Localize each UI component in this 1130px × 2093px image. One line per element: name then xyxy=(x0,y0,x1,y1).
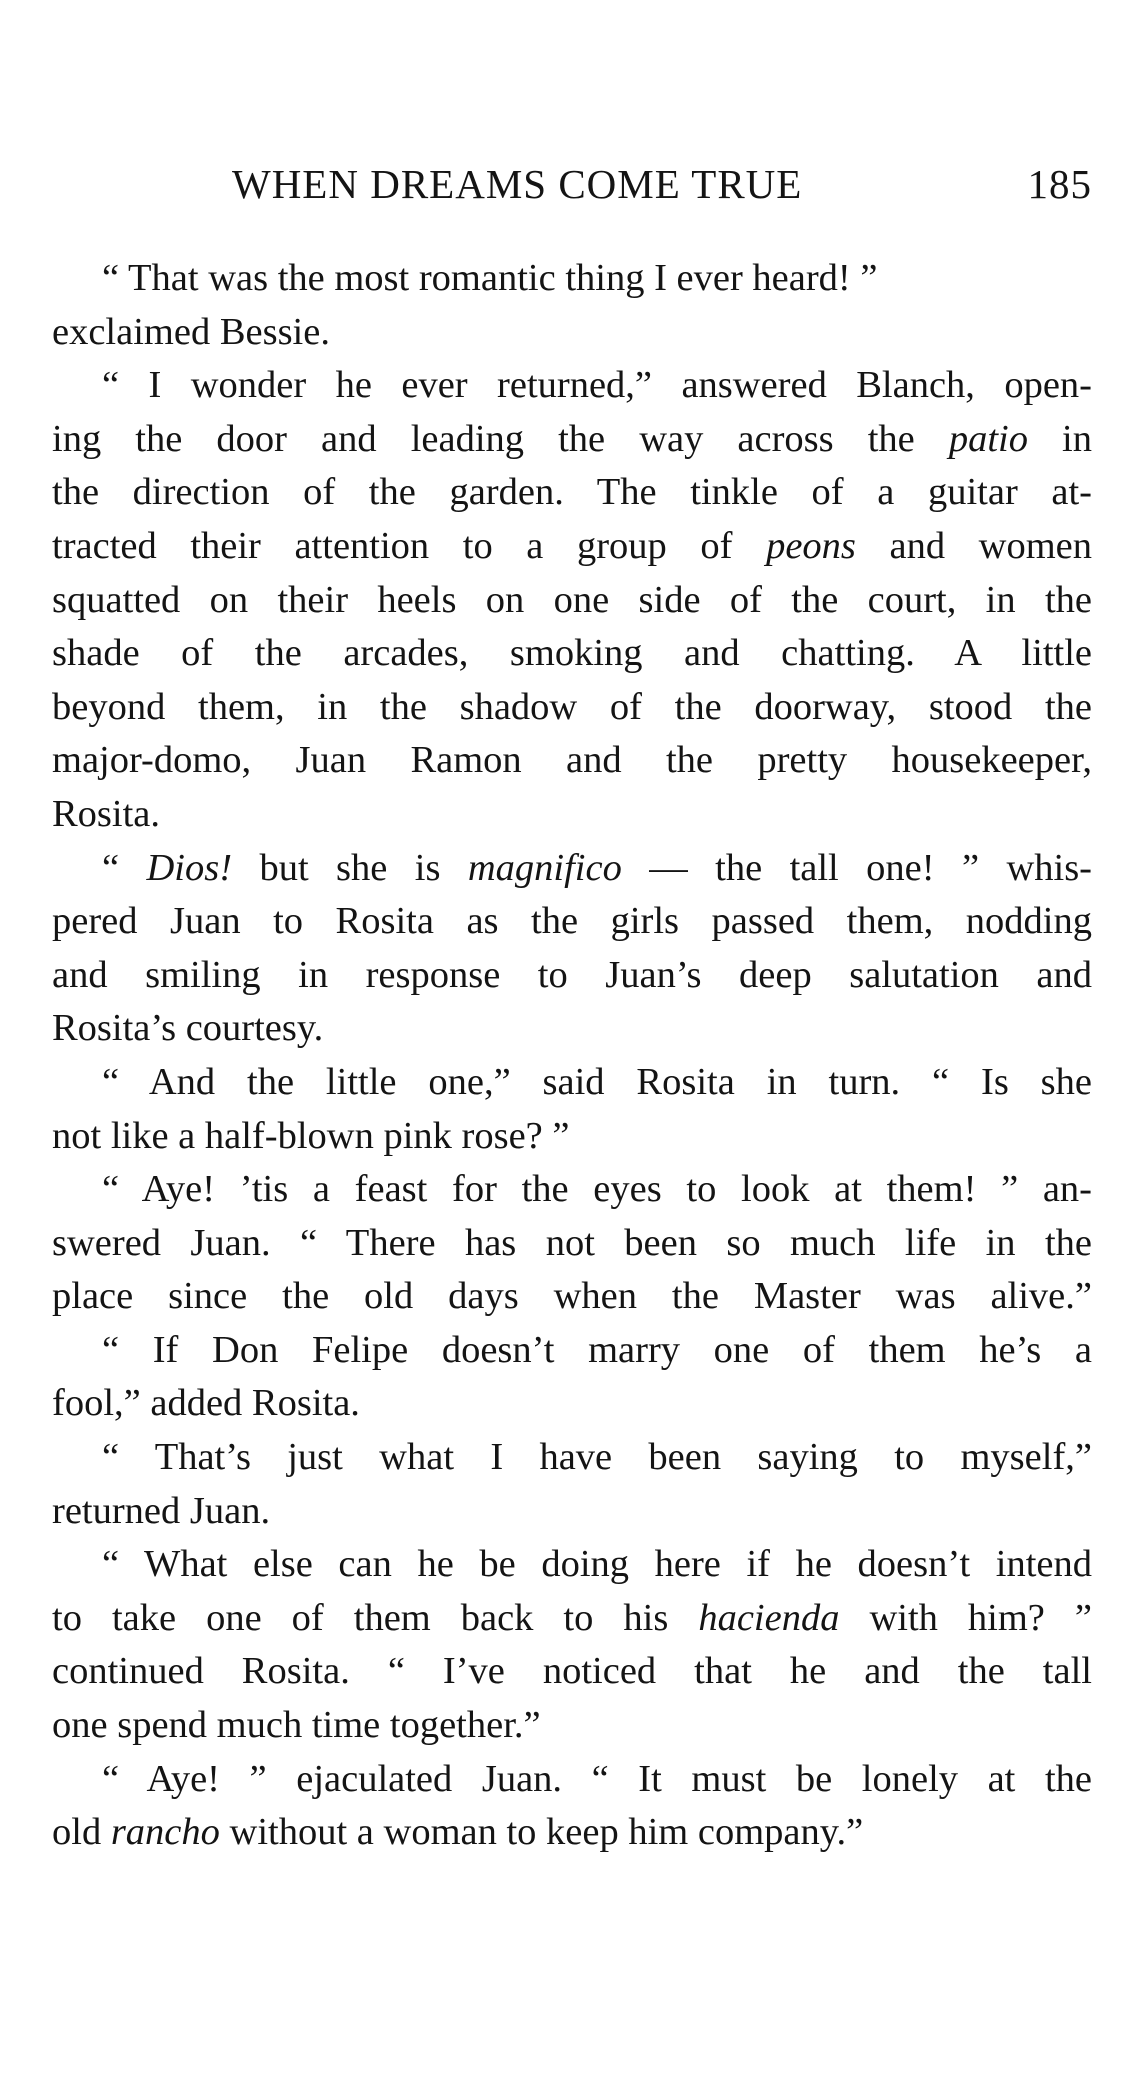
text-segment: exclaimed Bessie. xyxy=(52,310,330,353)
text-line xyxy=(52,1110,1092,1164)
text-segment: continued Rosita. “ I’ve noticed that he and the tall xyxy=(52,1650,1092,1693)
text-line xyxy=(52,1056,1092,1110)
text-segment: “ If Don Felipe doesn’t marry one of them he’s a xyxy=(102,1328,1092,1371)
text-line xyxy=(52,466,1092,520)
italic-word: peons xyxy=(766,524,856,567)
text-segment: place since the old days when the Master was alive.” xyxy=(52,1275,1092,1318)
page-number: 185 xyxy=(1027,161,1092,207)
text-segment: “ And the little one,” said Rosita in turn. “ Is she xyxy=(102,1060,1092,1103)
text-line xyxy=(52,574,1092,628)
text-segment: squatted on their heels on one side of the court, in the xyxy=(52,578,1092,621)
text-segment: fool,” added Rosita. xyxy=(52,1382,360,1425)
text-segment: and smiling in response to Juan’s deep salutation and xyxy=(52,953,1092,996)
text-segment: “ I wonder he ever returned,” answered Blanch, open- xyxy=(102,364,1092,407)
text-line xyxy=(52,359,1092,413)
text-segment: the direction of the garden. The tinkle of a guitar at- xyxy=(52,471,1092,514)
text-line xyxy=(52,681,1092,735)
text-segment: Rosita. xyxy=(52,792,161,835)
text-line xyxy=(52,1377,1092,1431)
text-line xyxy=(52,1002,1092,1056)
text-segment: to take one of them back to his xyxy=(52,1596,699,1639)
text-line xyxy=(52,1806,1092,1860)
text-segment: “ What else can he be doing here if he doesn’t intend xyxy=(102,1543,1092,1586)
text-line xyxy=(52,734,1092,788)
running-title: WHEN DREAMS COME TRUE xyxy=(232,161,803,207)
text-line xyxy=(52,842,1092,896)
text-line xyxy=(52,1431,1092,1485)
text-line xyxy=(52,1324,1092,1378)
text-segment: “ That was the most romantic thing I ever heard! ” xyxy=(102,257,878,299)
italic-word: hacienda xyxy=(698,1596,840,1639)
text-segment: “ That’s just what I have been saying to myself,” xyxy=(102,1436,1092,1479)
text-segment: tracted their attention to a group of xyxy=(52,524,767,567)
body-text xyxy=(52,252,1092,1860)
text-line xyxy=(52,627,1092,681)
text-segment: “ Aye! ’tis a feast for the eyes to look at them! ” an- xyxy=(102,1168,1092,1211)
italic-word: magnifico xyxy=(467,846,622,889)
text-segment: one spend much time together.” xyxy=(52,1704,541,1747)
text-segment: without a woman to keep him company.” xyxy=(219,1811,864,1854)
text-line xyxy=(52,1163,1092,1217)
text-segment: swered Juan. “ There has not been so much life in the xyxy=(52,1221,1092,1264)
text-line xyxy=(52,788,1092,842)
text-line xyxy=(52,520,1092,574)
text-segment: old xyxy=(52,1811,111,1854)
text-line xyxy=(52,413,1092,467)
text-line xyxy=(52,1217,1092,1271)
text-segment: beyond them, in the shadow of the doorway, stood the xyxy=(52,685,1092,728)
text-line xyxy=(52,1485,1092,1539)
text-line xyxy=(52,306,1092,360)
text-line xyxy=(52,1270,1092,1324)
italic-word: rancho xyxy=(110,1811,220,1854)
text-segment: “ xyxy=(102,846,147,889)
text-line xyxy=(52,1645,1092,1699)
running-head xyxy=(52,160,1092,216)
text-segment: pered Juan to Rosita as the girls passed them, nodding xyxy=(52,900,1092,943)
text-segment: major-domo, Juan Ramon and the pretty housekeeper, xyxy=(52,739,1092,782)
text-line xyxy=(52,895,1092,949)
text-line xyxy=(52,949,1092,1003)
text-line xyxy=(52,1538,1092,1592)
italic-word: patio xyxy=(948,417,1028,460)
text-segment: and women xyxy=(855,524,1092,567)
text-line xyxy=(52,1699,1092,1753)
text-segment: Rosita’s courtesy. xyxy=(52,1007,324,1050)
text-segment: ing the door and leading the way across the xyxy=(52,417,949,460)
text-segment: in xyxy=(1027,417,1092,460)
text-segment: not like a half-blown pink rose? ” xyxy=(52,1114,570,1157)
text-line xyxy=(52,1592,1092,1646)
text-segment: but she is xyxy=(232,846,468,889)
text-segment: returned Juan. xyxy=(52,1489,271,1532)
text-segment: “ Aye! ” ejaculated Juan. “ It must be lonely at the xyxy=(102,1757,1092,1800)
text-segment: — the tall one! ” whis- xyxy=(621,846,1092,889)
italic-word: Dios! xyxy=(146,846,233,889)
text-line xyxy=(52,252,1092,306)
text-segment: with him? ” xyxy=(839,1596,1092,1639)
text-segment: shade of the arcades, smoking and chatting. A little xyxy=(52,632,1092,675)
text-line xyxy=(52,1753,1092,1807)
